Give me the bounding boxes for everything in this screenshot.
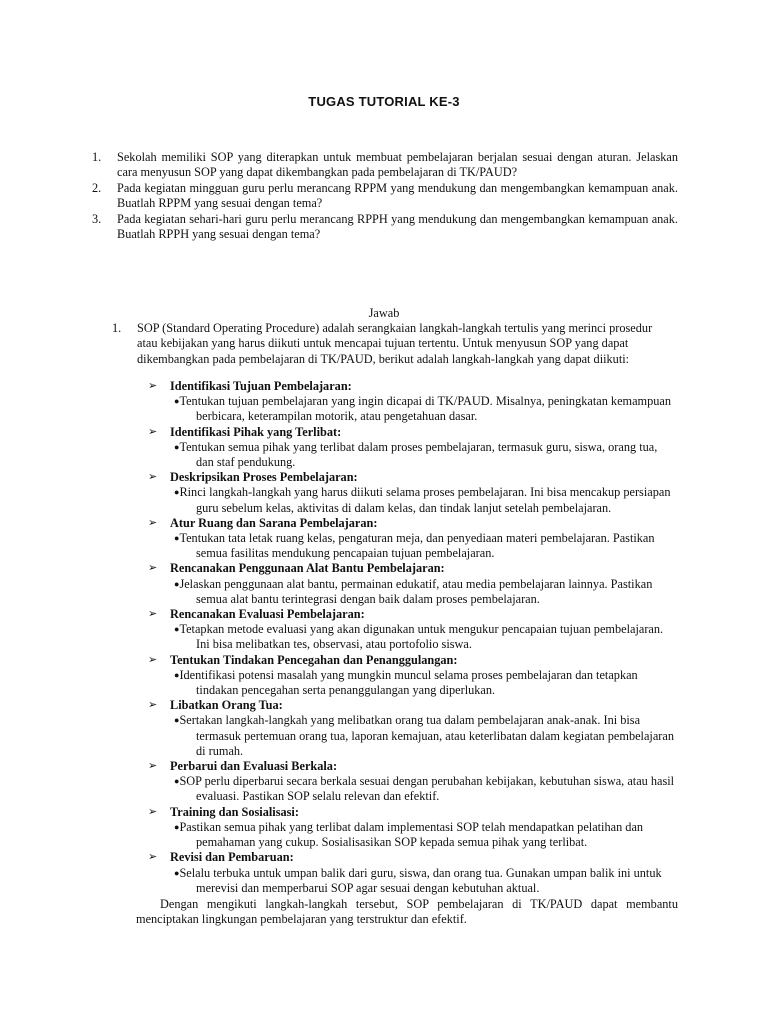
step-description (148, 531, 678, 561)
step-description (148, 622, 678, 652)
arrow-bullet-icon: ➢ (148, 653, 158, 666)
answer-intro (112, 321, 672, 367)
answer-number: 1. (112, 321, 122, 335)
step-description-text: Tetapkan metode evaluasi yang akan digunakan untuk mengukur pencapaian tujuan pembelajaran. Ini bisa melibatkan tes, observasi, atau portofolio siswa. (179, 622, 664, 652)
step-heading: Identifikasi Pihak yang Terlibat: (170, 424, 342, 439)
step-description-text: Pastikan semua pihak yang terlibat dalam implementasi SOP telah mendapatkan pelatihan dan pemahaman yang cukup. Sosialisasikan SOP kepada semua pihak yang terlibat. (179, 819, 644, 850)
step-description (148, 774, 678, 804)
step-description (148, 820, 678, 850)
step-list (148, 379, 678, 896)
arrow-bullet-icon: ➢ (148, 516, 158, 529)
step-heading: Revisi dan Pembaruan: (170, 850, 294, 865)
step-item (148, 805, 678, 851)
question-item (92, 212, 678, 243)
step-description (148, 394, 678, 424)
arrow-bullet-icon: ➢ (148, 562, 158, 575)
step-heading: Training dan Sosialisasi: (170, 804, 299, 819)
step-heading: Perbarui dan Evaluasi Berkala: (170, 759, 338, 774)
step-heading: Libatkan Orang Tua: (170, 698, 283, 713)
step-item (148, 425, 678, 471)
question-text: Sekolah memiliki SOP yang diterapkan untuk membuat pembelajaran berjalan sesuai dengan aturan. Jelaskan cara menyusun SOP yang dapat dikembangkan pada pembelajaran di TK/PAUD? (117, 150, 678, 180)
dot-bullet-icon: ● (174, 578, 180, 589)
dot-bullet-icon: ● (174, 776, 180, 787)
question-number: 3. (92, 211, 102, 226)
step-item (148, 470, 678, 516)
question-number: 2. (92, 180, 102, 195)
step-description (148, 485, 678, 515)
step-description (148, 668, 678, 698)
dot-bullet-icon: ● (174, 441, 180, 452)
step-description-text: Jelaskan penggunaan alat bantu, permainan edukatif, atau media pembelajaran lainnya. Pastikan semua alat bantu terintegrasi dengan baik dalam proses pembelajaran. (179, 576, 653, 606)
dot-bullet-icon: ● (174, 669, 180, 680)
step-item (148, 379, 678, 425)
arrow-bullet-icon: ➢ (148, 471, 158, 484)
dot-bullet-icon: ● (174, 624, 180, 635)
question-text: Pada kegiatan sehari-hari guru perlu merancang RPPH yang mendukung dan mengembangkan kemampuan anak. Buatlah RPPH yang sesuai dengan tema? (117, 211, 678, 242)
step-item (148, 653, 678, 699)
step-description-text: Identifikasi potensi masalah yang mungkin muncul selama proses pembelajaran dan tetapkan tindakan pencegahan serta penanggulangan yang diperlukan. (179, 667, 638, 698)
step-item (148, 850, 678, 896)
step-description-text: Tentukan tujuan pembelajaran yang ingin dicapai di TK/PAUD. Misalnya, peningkatan kemampuan berbicara, keterampilan motorik, atau pengetahuan dasar. (179, 394, 672, 424)
step-description (148, 713, 678, 759)
step-heading: Deskripsikan Proses Pembelajaran: (170, 470, 358, 485)
arrow-bullet-icon: ➢ (148, 851, 158, 864)
step-description-text: Tentukan tata letak ruang kelas, pengaturan meja, dan penyediaan materi pembelajaran. Pastikan semua fasilitas mendukung pencapaian tujuan pembelajaran. (179, 531, 655, 561)
arrow-bullet-icon: ➢ (148, 380, 158, 392)
step-item (148, 561, 678, 607)
dot-bullet-icon: ● (174, 533, 180, 544)
step-description-text: Sertakan langkah-langkah yang melibatkan orang tua dalam pembelajaran anak-anak. Ini bisa termasuk pertemuan orang tua, laporan kemajuan, atau keterlibatan dalam kegiatan pembelajaran di rumah. (179, 713, 674, 758)
step-heading: Rencanakan Penggunaan Alat Bantu Pembelajaran: (170, 561, 445, 576)
step-description-text: Selalu terbuka untuk umpan balik dari guru, siswa, dan orang tua. Gunakan umpan balik ini untuk merevisi dan memperbarui SOP agar sesuai dengan kebutuhan aktual. (179, 865, 662, 895)
step-item (148, 607, 678, 653)
dot-bullet-icon: ● (174, 821, 180, 832)
step-item (148, 516, 678, 562)
step-heading: Atur Ruang dan Sarana Pembelajaran: (170, 515, 378, 530)
question-item (92, 150, 678, 181)
dot-bullet-icon: ● (174, 715, 180, 726)
step-item (148, 759, 678, 805)
question-list (92, 150, 678, 242)
answer-conclusion: Dengan mengikuti langkah-langkah tersebut, SOP pembelajaran di TK/PAUD dapat membantu menciptakan lingkungan pembelajaran yang terstruktur dan efektif. (136, 897, 678, 927)
question-text: Pada kegiatan mingguan guru perlu merancang RPPM yang mendukung dan mengembangkan kemampuan anak. Buatlah RPPM yang sesuai dengan tema? (117, 180, 678, 211)
step-item (148, 698, 678, 759)
answer-intro-text: SOP (Standard Operating Procedure) adalah serangkaian langkah-langkah tertulis yang merinci prosedur atau kebijakan yang harus diikuti untuk mencapai tujuan tertentu. Untuk menyusun SOP yang dapat dikembangkan pada pembelajaran di TK/PAUD, berikut adalah langkah-langkah yang dapat diikuti: (137, 321, 653, 366)
question-number: 1. (92, 150, 102, 164)
step-description-text: Tentukan semua pihak yang terlibat dalam proses pembelajaran, termasuk guru, siswa, orang tua, dan staf pendukung. (179, 439, 658, 470)
arrow-bullet-icon: ➢ (148, 699, 158, 712)
dot-bullet-icon: ● (174, 396, 180, 407)
dot-bullet-icon: ● (174, 487, 180, 498)
dot-bullet-icon: ● (174, 867, 180, 878)
step-description (148, 577, 678, 607)
step-description-text: Rinci langkah-langkah yang harus diikuti selama proses pembelajaran. Ini bisa mencakup persiapan guru sebelum kelas, aktivitas di dalam kelas, dan tindak lanjut setelah pembelajaran. (179, 485, 671, 515)
step-description (148, 440, 678, 470)
step-description (148, 866, 678, 896)
arrow-bullet-icon: ➢ (148, 608, 158, 621)
step-heading: Rencanakan Evaluasi Pembelajaran: (170, 607, 365, 622)
step-description-text: SOP perlu diperbarui secara berkala sesuai dengan perubahan kebijakan, kebutuhan siswa, atau hasil evaluasi. Pastikan SOP selalu relevan dan efektif. (179, 774, 675, 804)
arrow-bullet-icon: ➢ (148, 805, 158, 818)
step-heading: Tentukan Tindakan Pencegahan dan Penanggulangan: (170, 652, 458, 667)
arrow-bullet-icon: ➢ (148, 425, 158, 438)
document-title: TUGAS TUTORIAL KE-3 (308, 94, 460, 109)
answer-heading: Jawab (368, 306, 400, 320)
arrow-bullet-icon: ➢ (148, 760, 158, 773)
step-heading: Identifikasi Tujuan Pembelajaran: (170, 379, 352, 393)
question-item (92, 181, 678, 212)
